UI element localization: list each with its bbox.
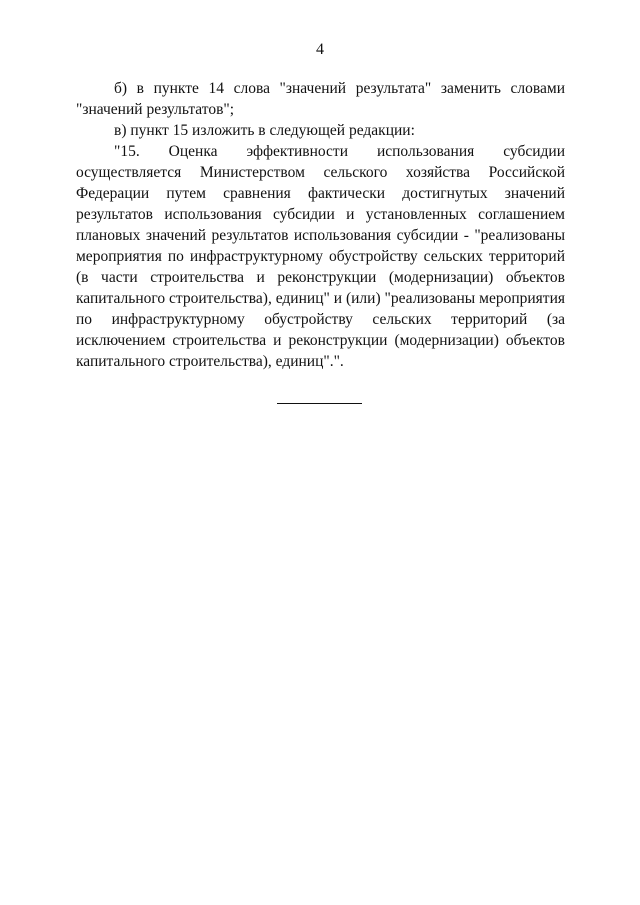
page-number: 4 <box>316 41 324 58</box>
paragraph-clause-15: "15. Оценка эффективности использования субсидии осуществляется Министерством сельского хозяйства Российской Федерации путем сравнения фактически достигнутых значений результатов использования субсидии и установленных соглашением плановых значений результатов использования субсидии - "реализованы мероприятия по инфраструктурному обустройству сельских территорий (в части строительства и реконструкции (модернизации) объектов капитального строительства), единиц" и (или) "реализованы мероприятия по инфраструктурному обустройству сельских территорий (за исключением строительства и реконструкции (модернизации) объектов капитального строительства), единиц".". <box>76 143 565 370</box>
paragraph-item-b: б) в пункте 14 слова "значений результата" заменить словами "значений результатов"; <box>76 80 565 118</box>
closing-rule-divider <box>277 403 362 404</box>
document-body <box>76 78 565 372</box>
paragraph-item-v: в) пункт 15 изложить в следующей редакции: <box>114 122 415 139</box>
